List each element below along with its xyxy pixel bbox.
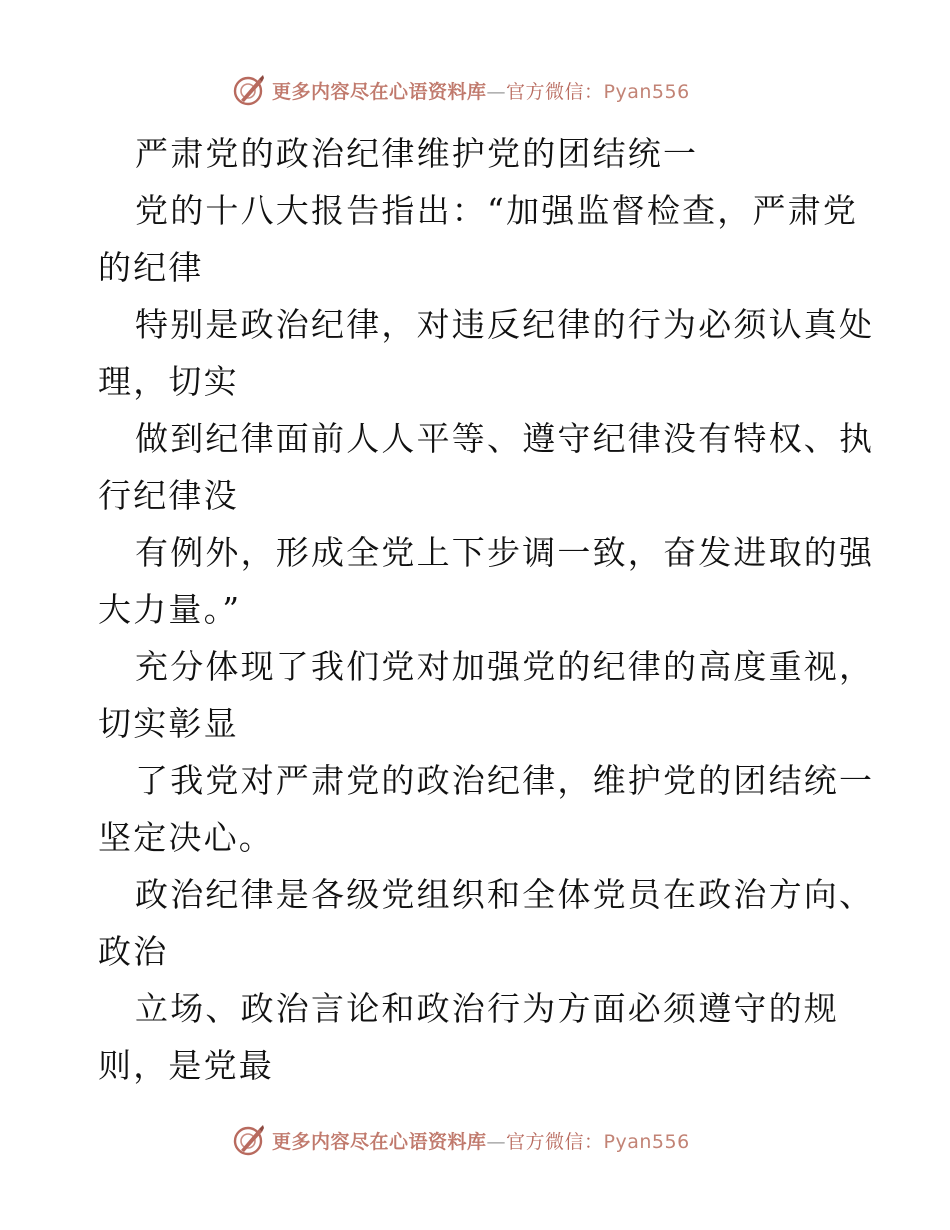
text-line: 做到纪律面前人人平等、遵守纪律没有特权、执 — [135, 419, 875, 458]
text-line: 立场、政治言论和政治行为方面必须遵守的规 — [135, 989, 839, 1028]
text-line: 的纪律 — [98, 248, 204, 287]
text-line: 党的十八大报告指出：“加强监督检查，严肃党 — [135, 191, 859, 230]
text-line: 政治 — [98, 932, 169, 971]
text-line: 则，是党最 — [98, 1046, 274, 1085]
text-line: 了我党对严肃党的政治纪律，维护党的团结统一 — [135, 761, 875, 800]
banner-wechat-label: 官方微信： — [506, 80, 604, 103]
title-line: 严肃党的政治纪律维护党的团结统一 — [135, 134, 699, 173]
banner-brand: 更多内容尽在心语资料库 — [272, 1130, 487, 1153]
text-line: 充分体现了我们党对加强党的纪律的高度重视， — [135, 647, 875, 686]
banner-text — [272, 1127, 690, 1154]
banner-brand: 更多内容尽在心语资料库 — [272, 80, 487, 103]
text-line: 切实彰显 — [98, 704, 239, 743]
text-line: 坚定决心。 — [98, 818, 274, 857]
text-line: 理，切实 — [98, 362, 239, 401]
banner-wechat-id: Pyan556 — [603, 1130, 690, 1153]
document-body — [98, 125, 875, 1094]
footer-banner — [232, 1122, 690, 1158]
quill-seal-icon — [232, 73, 266, 107]
header-banner — [232, 72, 690, 108]
text-line: 大力量。” — [98, 590, 242, 629]
banner-text — [272, 77, 690, 104]
banner-wechat-id: Pyan556 — [603, 80, 690, 103]
banner-separator: — — [486, 80, 507, 103]
text-line: 有例外，形成全党上下步调一致，奋发进取的强 — [135, 533, 875, 572]
banner-separator: — — [486, 1130, 507, 1153]
text-line: 行纪律没 — [98, 476, 239, 515]
text-line: 特别是政治纪律，对违反纪律的行为必须认真处 — [135, 305, 875, 344]
banner-wechat-label: 官方微信： — [506, 1130, 604, 1153]
quill-seal-icon — [232, 1123, 266, 1157]
text-line: 政治纪律是各级党组织和全体党员在政治方向、 — [135, 875, 875, 914]
